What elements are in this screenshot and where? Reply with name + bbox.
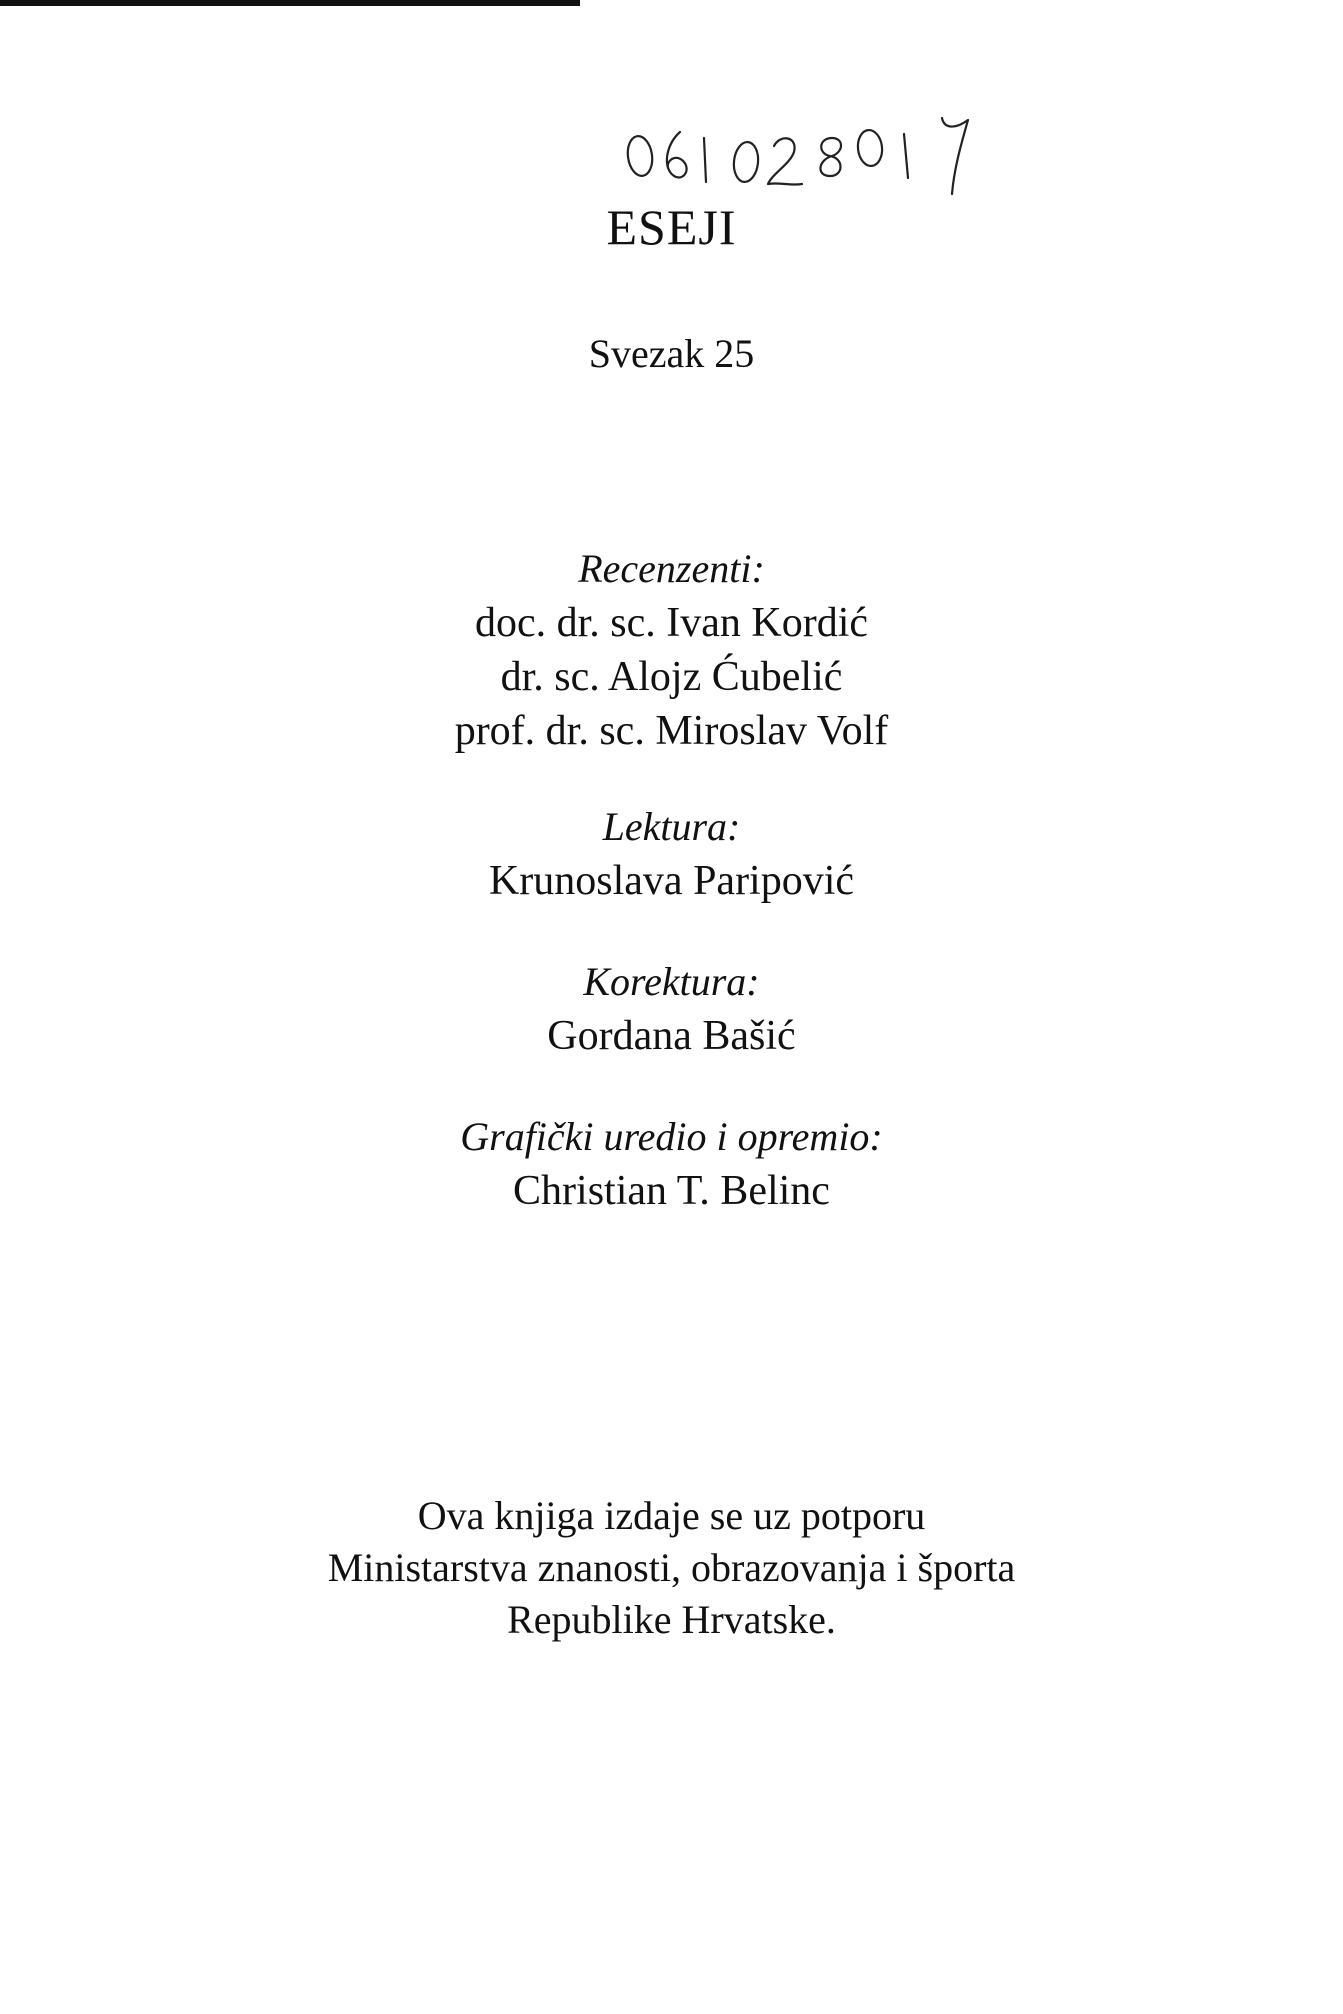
reviewer-name: dr. sc. Alojz Ćubelić [500, 654, 843, 700]
proofreading-label: Lektura: [602, 804, 741, 849]
design-label: Grafički uredio i opremio: [460, 1114, 883, 1159]
correction-block [0, 955, 1343, 1063]
designer-name: Christian T. Belinc [513, 1168, 830, 1214]
design-block [0, 1110, 1343, 1218]
reviewers-block [0, 542, 1343, 758]
scan-edge-mark [0, 0, 580, 6]
reviewers-label: Recenzenti: [578, 546, 765, 591]
support-note [0, 1490, 1343, 1646]
corrector-name: Gordana Bašić [547, 1013, 796, 1059]
handwritten-inventory-number [622, 108, 1022, 208]
support-note-line: Ministarstva znanosti, obrazovanja i športa [327, 1545, 1016, 1590]
support-note-line: Republike Hrvatske. [507, 1597, 836, 1642]
series-title: ESEJI [606, 199, 737, 255]
correction-label: Korektura: [583, 959, 760, 1004]
reviewer-name: prof. dr. sc. Miroslav Volf [454, 708, 889, 754]
proofreading-block [0, 800, 1343, 908]
support-note-line: Ova knjiga izdaje se uz potporu [417, 1493, 926, 1538]
volume-number: Svezak 25 [588, 331, 755, 376]
proofreader-name: Krunoslava Paripović [488, 858, 855, 904]
reviewer-name: doc. dr. sc. Ivan Kordić [474, 600, 869, 646]
